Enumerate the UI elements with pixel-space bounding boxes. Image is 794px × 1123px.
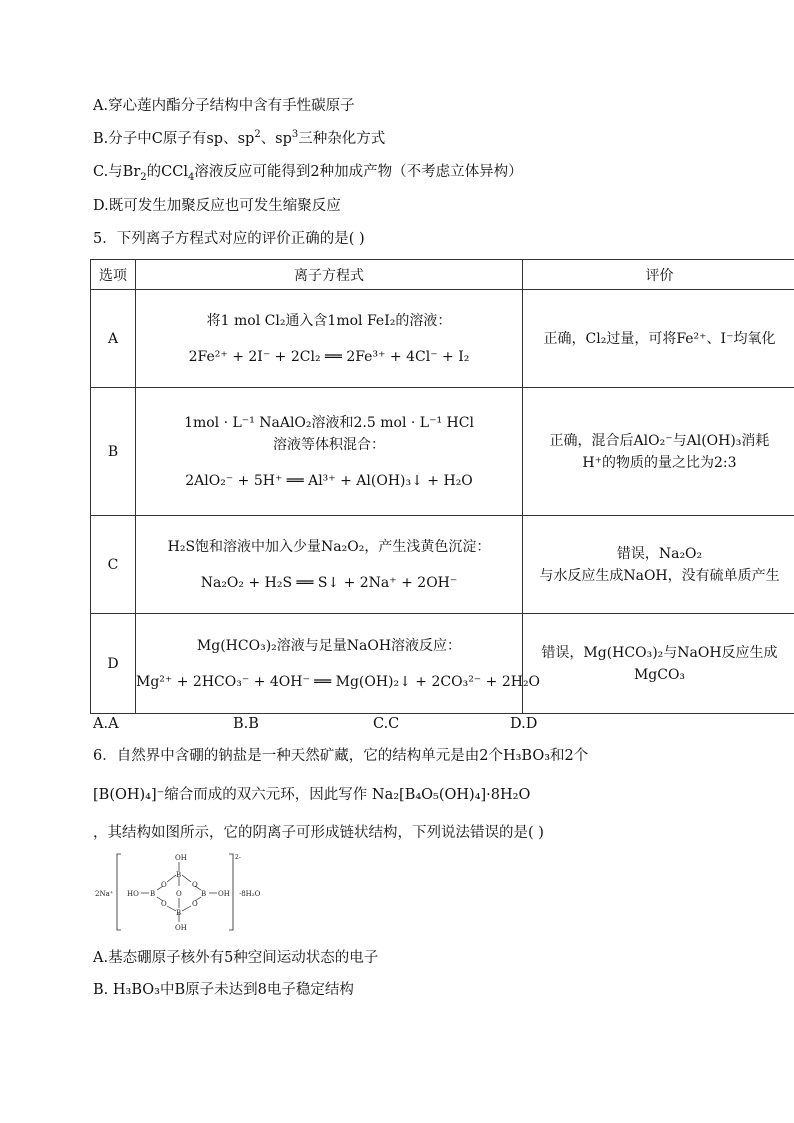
equation-cell [136, 388, 523, 516]
oxygen-upper-left: O [161, 881, 167, 889]
oxygen-center: O [176, 890, 182, 898]
q6-option-b: B. H₃BO₃中B原子未达到8电子稳定结构 [93, 982, 354, 998]
q6-option-a: A.基态硼原子核外有5种空间运动状态的电子 [93, 950, 379, 966]
q6-stem-line3: ，其结构如图所示，它的阴离子可形成链状结构，下列说法错误的是( ) [93, 825, 544, 841]
charge-label: 2- [235, 854, 241, 861]
table-row [91, 290, 794, 388]
evaluation-text-2: 与水反应生成NaOH，没有硫单质产生 [539, 567, 780, 584]
table-row [91, 516, 794, 614]
evaluation-text: 正确，Cl₂过量，可将Fe²⁺、I⁻均氧化 [543, 330, 776, 347]
q5-choices [93, 716, 593, 736]
ionic-equation: Mg²⁺ + 2HCO₃⁻ + 4OH⁻ ══ Mg(OH)₂↓ + 2CO₃²⁻ + 2H₂O [136, 673, 541, 690]
q5-table [90, 259, 794, 714]
q6-stem-line2: [B(OH)₄]⁻缩合而成的双六元环，因此写作 Na₂[B₄O₅(OH)₄]·8H₂O [93, 787, 531, 803]
evaluation-cell [523, 388, 794, 516]
oxygen-upper-right: O [192, 881, 198, 889]
borax-structure-diagram [93, 848, 273, 938]
condition-text: 将1 mol Cl₂通入含1mol FeI₂的溶液： [206, 312, 452, 329]
choice-d[interactable]: D.D [510, 716, 538, 732]
q4-option-c: C.与$Br_2$的CCl$_4$溶液反应可能得到2种加成产物（不考虑立体异构） [93, 164, 523, 183]
equation-cell [136, 516, 523, 614]
evaluation-cell [523, 290, 794, 388]
left-ho: HO [127, 890, 139, 898]
q4-option-b: B.分子中C原子有sp、$sp^2$、$sp^3$三种杂化方式 [93, 129, 386, 147]
water-label: ·8H₂O [239, 890, 261, 898]
ionic-equation: 2Fe²⁺ + 2I⁻ + 2Cl₂ ══ 2Fe³⁺ + 4Cl⁻ + I₂ [188, 348, 470, 365]
ionic-equation: Na₂O₂ + H₂S ══ S↓ + 2Na⁺ + 2OH⁻ [200, 574, 458, 591]
header-equation: 离子方程式 [136, 260, 523, 290]
evaluation-text: 错误，Mg(HCO₃)₂与NaOH反应生成 [541, 644, 778, 661]
bottom-oh: OH [175, 924, 187, 932]
equation-cell [136, 614, 541, 714]
row-label: A [91, 290, 136, 388]
ionic-equation: 2AlO₂⁻ + 5H⁺ ══ Al³⁺ + Al(OH)₃↓ + H₂O [185, 472, 473, 489]
evaluation-cell [523, 516, 794, 614]
q6-stem-line1: 6．自然界中含硼的钠盐是一种天然矿藏，它的结构单元是由2个H₃BO₃和2个 [93, 748, 589, 764]
boron-bottom: B [176, 909, 182, 917]
header-option: 选项 [91, 260, 136, 290]
boron-right: B [201, 890, 207, 898]
table-row [91, 614, 794, 714]
oxygen-lower-right: O [192, 900, 198, 908]
oxygen-lower-left: O [161, 900, 167, 908]
row-label: B [91, 388, 136, 516]
condition-text: 1mol · L⁻¹ NaAlO₂溶液和2.5 mol · L⁻¹ HCl [184, 414, 474, 431]
condition-text-2: 溶液等体积混合： [273, 436, 385, 453]
choice-b[interactable]: B.B [233, 716, 259, 732]
q4-option-a: A.穿心莲内酯分子结构中含有手性碳原子 [93, 98, 355, 114]
table-header-row [91, 260, 794, 290]
evaluation-text-2: MgCO₃ [633, 666, 686, 683]
table-row [91, 388, 794, 516]
evaluation-text: 正确，混合后AlO₂⁻与Al(OH)₃消耗 [549, 432, 770, 449]
sodium-label: 2Na⁺ [95, 890, 114, 898]
condition-text: H₂S饱和溶液中加入少量Na₂O₂，产生浅黄色沉淀： [167, 538, 491, 555]
evaluation-cell [523, 614, 794, 714]
condition-text: Mg(HCO₃)₂溶液与足量NaOH溶液反应： [196, 637, 462, 654]
evaluation-text: 错误，Na₂O₂ [616, 545, 703, 562]
choice-a[interactable]: A.A [93, 716, 119, 732]
boron-left: B [150, 890, 156, 898]
boron-top: B [176, 871, 182, 879]
equation-cell [136, 290, 523, 388]
right-oh: OH [218, 890, 230, 898]
left-bracket [117, 854, 121, 930]
q4-option-d: D.既可发生加聚反应也可发生缩聚反应 [93, 198, 341, 214]
top-oh: OH [175, 854, 187, 862]
row-label: D [91, 614, 136, 714]
evaluation-text-2: H⁺的物质的量之比为2:3 [582, 454, 737, 471]
row-label: C [91, 516, 136, 614]
q5-stem: 5．下列离子方程式对应的评价正确的是( ) [93, 231, 365, 247]
header-evaluation: 评价 [523, 260, 794, 290]
choice-c[interactable]: C.C [373, 716, 400, 732]
